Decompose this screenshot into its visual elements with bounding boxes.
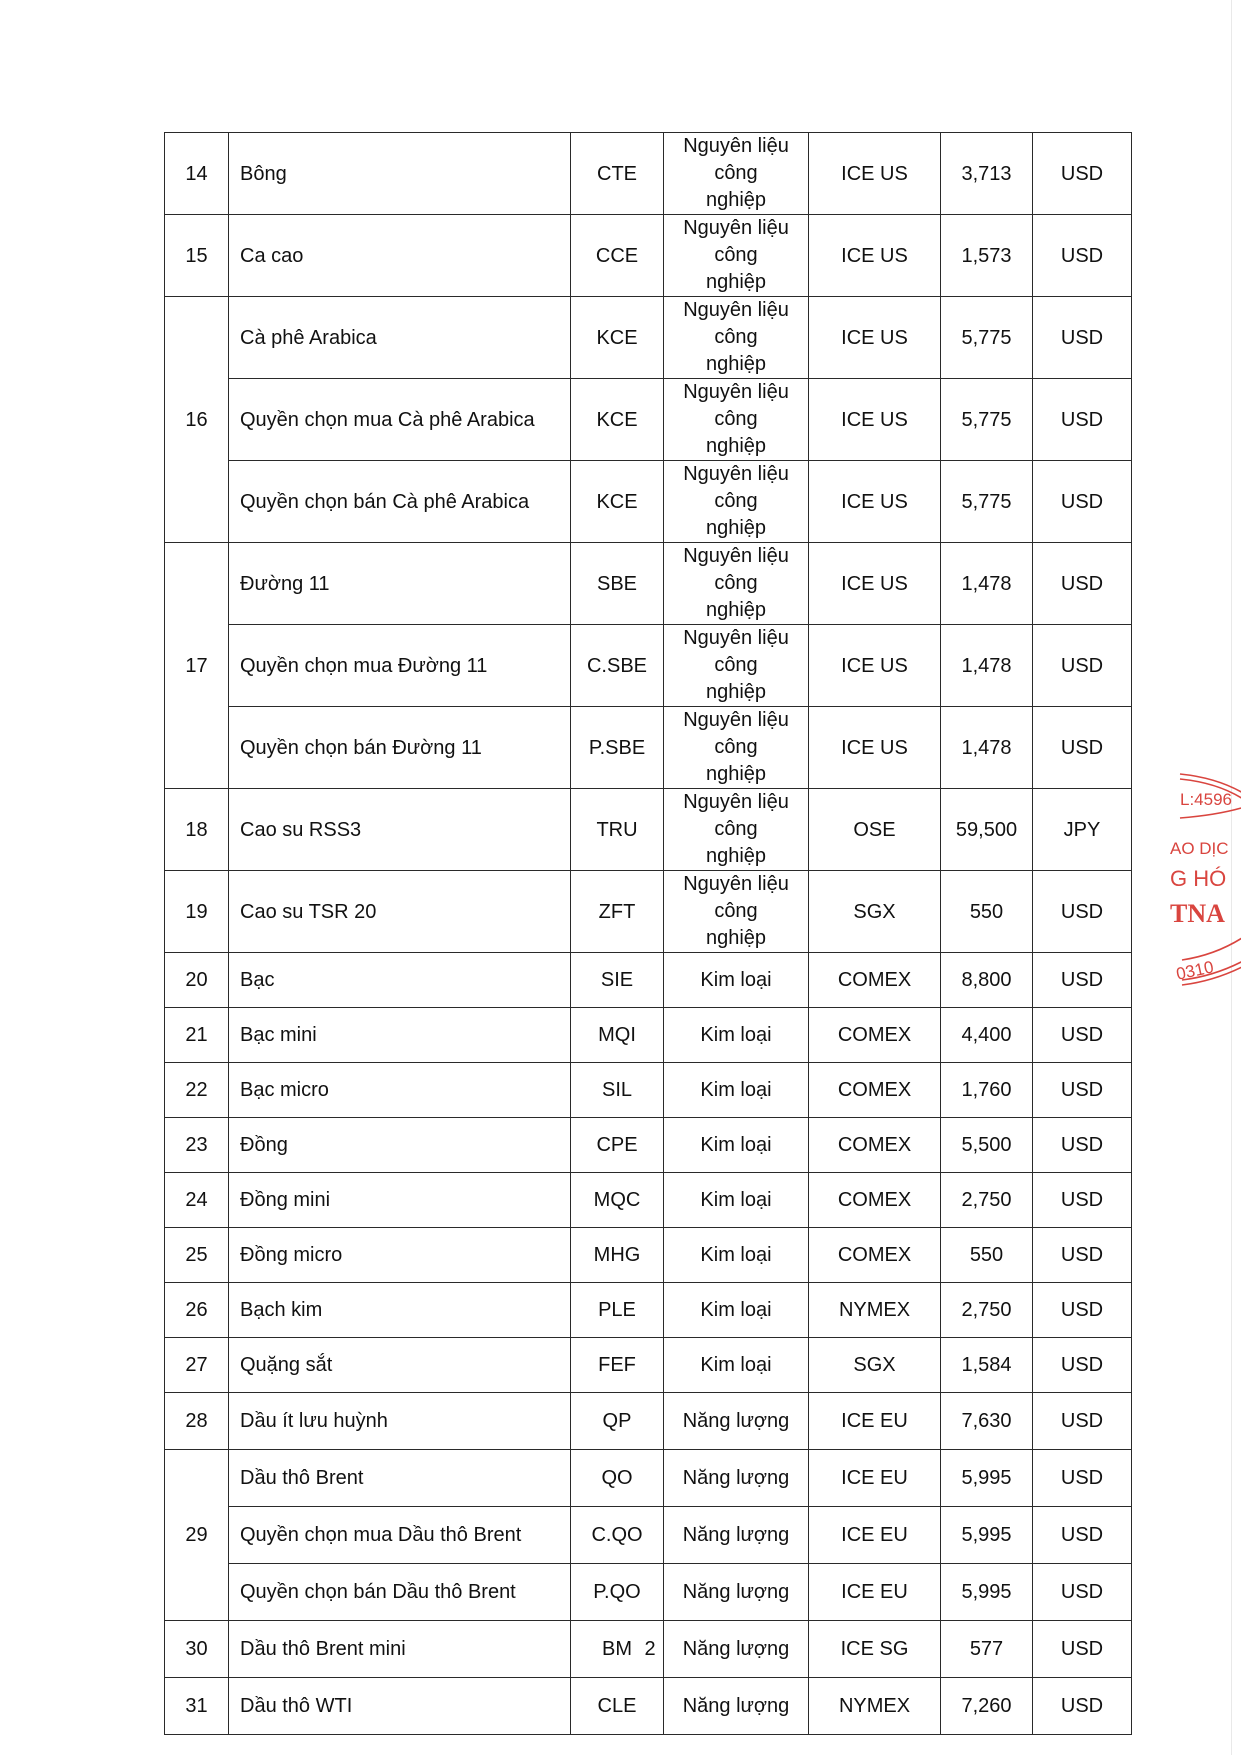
row-number-cell: 19 [165,871,229,953]
table-row [165,871,1132,953]
row-number-cell: 31 [165,1678,229,1735]
commodity-group-cell: Nguyên liệu công nghiệp [664,461,809,543]
stamp-fragment-4: TNA [1170,899,1225,928]
exchange-cell: COMEX [809,1008,941,1063]
margin-value-cell: 5,995 [941,1507,1033,1564]
row-number-cell: 25 [165,1228,229,1283]
currency-cell: USD [1033,1450,1132,1507]
exchange-cell: COMEX [809,953,941,1008]
commodity-name-cell: Dầu ít lưu huỳnh [229,1393,571,1450]
table-row [165,215,1132,297]
currency-cell: USD [1033,1118,1132,1173]
row-number-cell: 24 [165,1173,229,1228]
table-row [165,379,1132,461]
exchange-cell: ICE US [809,215,941,297]
stamp-fragment-2: AO DỊC [1170,839,1229,858]
commodity-name-cell: Quyền chọn bán Đường 11 [229,707,571,789]
table-row [165,1008,1132,1063]
commodity-name-cell: Đồng [229,1118,571,1173]
currency-cell: USD [1033,379,1132,461]
commodity-group-cell: Nguyên liệu công nghiệp [664,625,809,707]
currency-cell: USD [1033,625,1132,707]
commodity-name-cell: Dầu thô Brent mini [229,1621,571,1678]
commodity-name-cell: Đồng micro [229,1228,571,1283]
row-number-cell: 15 [165,215,229,297]
commodity-name-cell: Quyền chọn bán Dầu thô Brent [229,1564,571,1621]
currency-cell: USD [1033,1173,1132,1228]
row-number-cell: 30 [165,1621,229,1678]
commodity-group-cell: Nguyên liệu công nghiệp [664,297,809,379]
margin-value-cell: 8,800 [941,953,1033,1008]
table-row [165,625,1132,707]
commodity-name-cell: Dầu thô Brent [229,1450,571,1507]
row-number-cell: 21 [165,1008,229,1063]
commodity-name-cell: Cao su TSR 20 [229,871,571,953]
margin-value-cell: 3,713 [941,133,1033,215]
row-number-cell: 17 [165,543,229,789]
margin-value-cell: 1,760 [941,1063,1033,1118]
exchange-cell: ICE US [809,461,941,543]
commodity-group-cell: Kim loại [664,1228,809,1283]
commodity-group-cell: Kim loại [664,1173,809,1228]
currency-cell: USD [1033,297,1132,379]
table-row [165,1118,1132,1173]
table-row [165,1564,1132,1621]
commodity-code-cell: C.SBE [571,625,664,707]
margin-value-cell: 1,478 [941,625,1033,707]
commodity-code-cell: QO [571,1450,664,1507]
commodity-name-cell: Bông [229,133,571,215]
currency-cell: USD [1033,1678,1132,1735]
commodity-code-cell: KCE [571,297,664,379]
commodity-name-cell: Quặng sắt [229,1338,571,1393]
table-row [165,953,1132,1008]
commodity-code-cell: CCE [571,215,664,297]
currency-cell: USD [1033,1228,1132,1283]
commodity-name-cell: Cao su RSS3 [229,789,571,871]
table-row [165,297,1132,379]
commodity-code-cell: MQI [571,1008,664,1063]
exchange-cell: ICE US [809,707,941,789]
margin-value-cell: 1,584 [941,1338,1033,1393]
commodity-code-cell: CLE [571,1678,664,1735]
commodity-group-cell: Nguyên liệu công nghiệp [664,789,809,871]
currency-cell: USD [1033,1393,1132,1450]
row-number-cell: 26 [165,1283,229,1338]
margin-value-cell: 577 [941,1621,1033,1678]
margin-value-cell: 5,775 [941,461,1033,543]
currency-cell: USD [1033,871,1132,953]
margin-value-cell: 1,478 [941,707,1033,789]
commodity-code-cell: CTE [571,133,664,215]
currency-cell: USD [1033,1063,1132,1118]
exchange-cell: ICE US [809,297,941,379]
commodity-group-cell: Năng lượng [664,1678,809,1735]
commodity-code-cell: PLE [571,1283,664,1338]
commodity-code-cell: SIL [571,1063,664,1118]
commodity-group-cell: Kim loại [664,953,809,1008]
margin-value-cell: 2,750 [941,1283,1033,1338]
commodity-code-cell: C.QO [571,1507,664,1564]
margin-value-cell: 4,400 [941,1008,1033,1063]
table-row [165,1283,1132,1338]
row-number-cell: 14 [165,133,229,215]
table-row [165,707,1132,789]
commodity-code-cell: MHG [571,1228,664,1283]
stamp-fragment-5: 0310 [1174,957,1216,984]
row-number-cell: 18 [165,789,229,871]
commodity-group-cell: Kim loại [664,1338,809,1393]
exchange-cell: ICE EU [809,1564,941,1621]
margin-value-cell: 5,775 [941,297,1033,379]
page-number: 2 [644,1638,656,1660]
margin-value-cell: 59,500 [941,789,1033,871]
exchange-cell: ICE EU [809,1450,941,1507]
commodity-name-cell: Ca cao [229,215,571,297]
currency-cell: USD [1033,1564,1132,1621]
exchange-cell: ICE SG [809,1621,941,1678]
stamp-fragment-3: G HÓ [1170,866,1227,891]
commodity-code-cell: P.SBE [571,707,664,789]
table-row [165,1338,1132,1393]
commodity-code-cell: BM [571,1621,664,1678]
commodity-name-cell: Đồng mini [229,1173,571,1228]
exchange-cell: COMEX [809,1063,941,1118]
commodity-code-cell: SBE [571,543,664,625]
commodity-code-cell: ZFT [571,871,664,953]
table-row [165,133,1132,215]
table-row [165,1228,1132,1283]
exchange-cell: NYMEX [809,1678,941,1735]
margin-value-cell: 7,260 [941,1678,1033,1735]
row-number-cell: 27 [165,1338,229,1393]
commodity-name-cell: Quyền chọn bán Cà phê Arabica [229,461,571,543]
currency-cell: USD [1033,1621,1132,1678]
commodity-code-cell: CPE [571,1118,664,1173]
currency-cell: USD [1033,1507,1132,1564]
commodity-group-cell: Kim loại [664,1008,809,1063]
commodity-code-cell: P.QO [571,1564,664,1621]
margin-value-cell: 7,630 [941,1393,1033,1450]
exchange-cell: ICE EU [809,1507,941,1564]
commodity-group-cell: Năng lượng [664,1564,809,1621]
currency-cell: USD [1033,543,1132,625]
currency-cell: USD [1033,953,1132,1008]
commodity-code-cell: QP [571,1393,664,1450]
currency-cell: USD [1033,707,1132,789]
currency-cell: USD [1033,1283,1132,1338]
commodity-code-cell: KCE [571,379,664,461]
commodity-name-cell: Bạch kim [229,1283,571,1338]
margin-value-cell: 1,573 [941,215,1033,297]
commodity-code-cell: SIE [571,953,664,1008]
row-number-cell: 23 [165,1118,229,1173]
commodity-group-cell: Nguyên liệu công nghiệp [664,543,809,625]
margin-value-cell: 1,478 [941,543,1033,625]
currency-cell: USD [1033,461,1132,543]
commodity-code-cell: MQC [571,1173,664,1228]
commodity-group-cell: Kim loại [664,1118,809,1173]
commodity-margin-table [164,132,1132,1735]
exchange-cell: COMEX [809,1228,941,1283]
exchange-cell: SGX [809,1338,941,1393]
commodity-name-cell: Bạc mini [229,1008,571,1063]
table-row [165,1173,1132,1228]
table-row [165,1393,1132,1450]
margin-value-cell: 550 [941,1228,1033,1283]
exchange-cell: ICE US [809,379,941,461]
exchange-cell: ICE US [809,625,941,707]
commodity-code-cell: FEF [571,1338,664,1393]
commodity-group-cell: Kim loại [664,1063,809,1118]
row-number-cell: 20 [165,953,229,1008]
currency-cell: USD [1033,1008,1132,1063]
margin-value-cell: 5,775 [941,379,1033,461]
table-row [165,789,1132,871]
row-number-cell: 28 [165,1393,229,1450]
currency-cell: JPY [1033,789,1132,871]
commodity-name-cell: Bạc [229,953,571,1008]
commodity-name-cell: Quyền chọn mua Cà phê Arabica [229,379,571,461]
commodity-group-cell: Nguyên liệu công nghiệp [664,379,809,461]
exchange-cell: COMEX [809,1173,941,1228]
row-number-cell: 16 [165,297,229,543]
table-row [165,1063,1132,1118]
exchange-cell: COMEX [809,1118,941,1173]
commodity-group-cell: Năng lượng [664,1393,809,1450]
commodity-name-cell: Quyền chọn mua Đường 11 [229,625,571,707]
commodity-group-cell: Năng lượng [664,1507,809,1564]
exchange-cell: NYMEX [809,1283,941,1338]
stamp-fragment-1: L:4596 [1180,790,1232,809]
exchange-cell: OSE [809,789,941,871]
commodity-group-cell: Kim loại [664,1283,809,1338]
margin-value-cell: 550 [941,871,1033,953]
company-seal-stamp [1170,770,1241,1005]
commodity-group-cell: Nguyên liệu công nghiệp [664,871,809,953]
commodity-name-cell: Cà phê Arabica [229,297,571,379]
commodity-name-cell: Bạc micro [229,1063,571,1118]
commodity-name-cell: Quyền chọn mua Dầu thô Brent [229,1507,571,1564]
exchange-cell: SGX [809,871,941,953]
commodity-name-cell: Đường 11 [229,543,571,625]
commodity-group-cell: Nguyên liệu công nghiệp [664,133,809,215]
margin-value-cell: 5,995 [941,1450,1033,1507]
exchange-cell: ICE EU [809,1393,941,1450]
commodity-group-cell: Nguyên liệu công nghiệp [664,707,809,789]
exchange-cell: ICE US [809,543,941,625]
commodity-group-cell: Năng lượng [664,1621,809,1678]
table-row [165,461,1132,543]
currency-cell: USD [1033,215,1132,297]
commodity-name-cell: Dầu thô WTI [229,1678,571,1735]
commodity-group-cell: Nguyên liệu công nghiệp [664,215,809,297]
table-row [165,1507,1132,1564]
table-row [165,1450,1132,1507]
currency-cell: USD [1033,1338,1132,1393]
row-number-cell: 22 [165,1063,229,1118]
exchange-cell: ICE US [809,133,941,215]
commodity-code-cell: KCE [571,461,664,543]
row-number-cell: 29 [165,1450,229,1621]
table-row [165,1678,1132,1735]
margin-value-cell: 5,500 [941,1118,1033,1173]
margin-value-cell: 5,995 [941,1564,1033,1621]
table-row [165,543,1132,625]
commodity-group-cell: Năng lượng [664,1450,809,1507]
currency-cell: USD [1033,133,1132,215]
commodity-code-cell: TRU [571,789,664,871]
margin-value-cell: 2,750 [941,1173,1033,1228]
